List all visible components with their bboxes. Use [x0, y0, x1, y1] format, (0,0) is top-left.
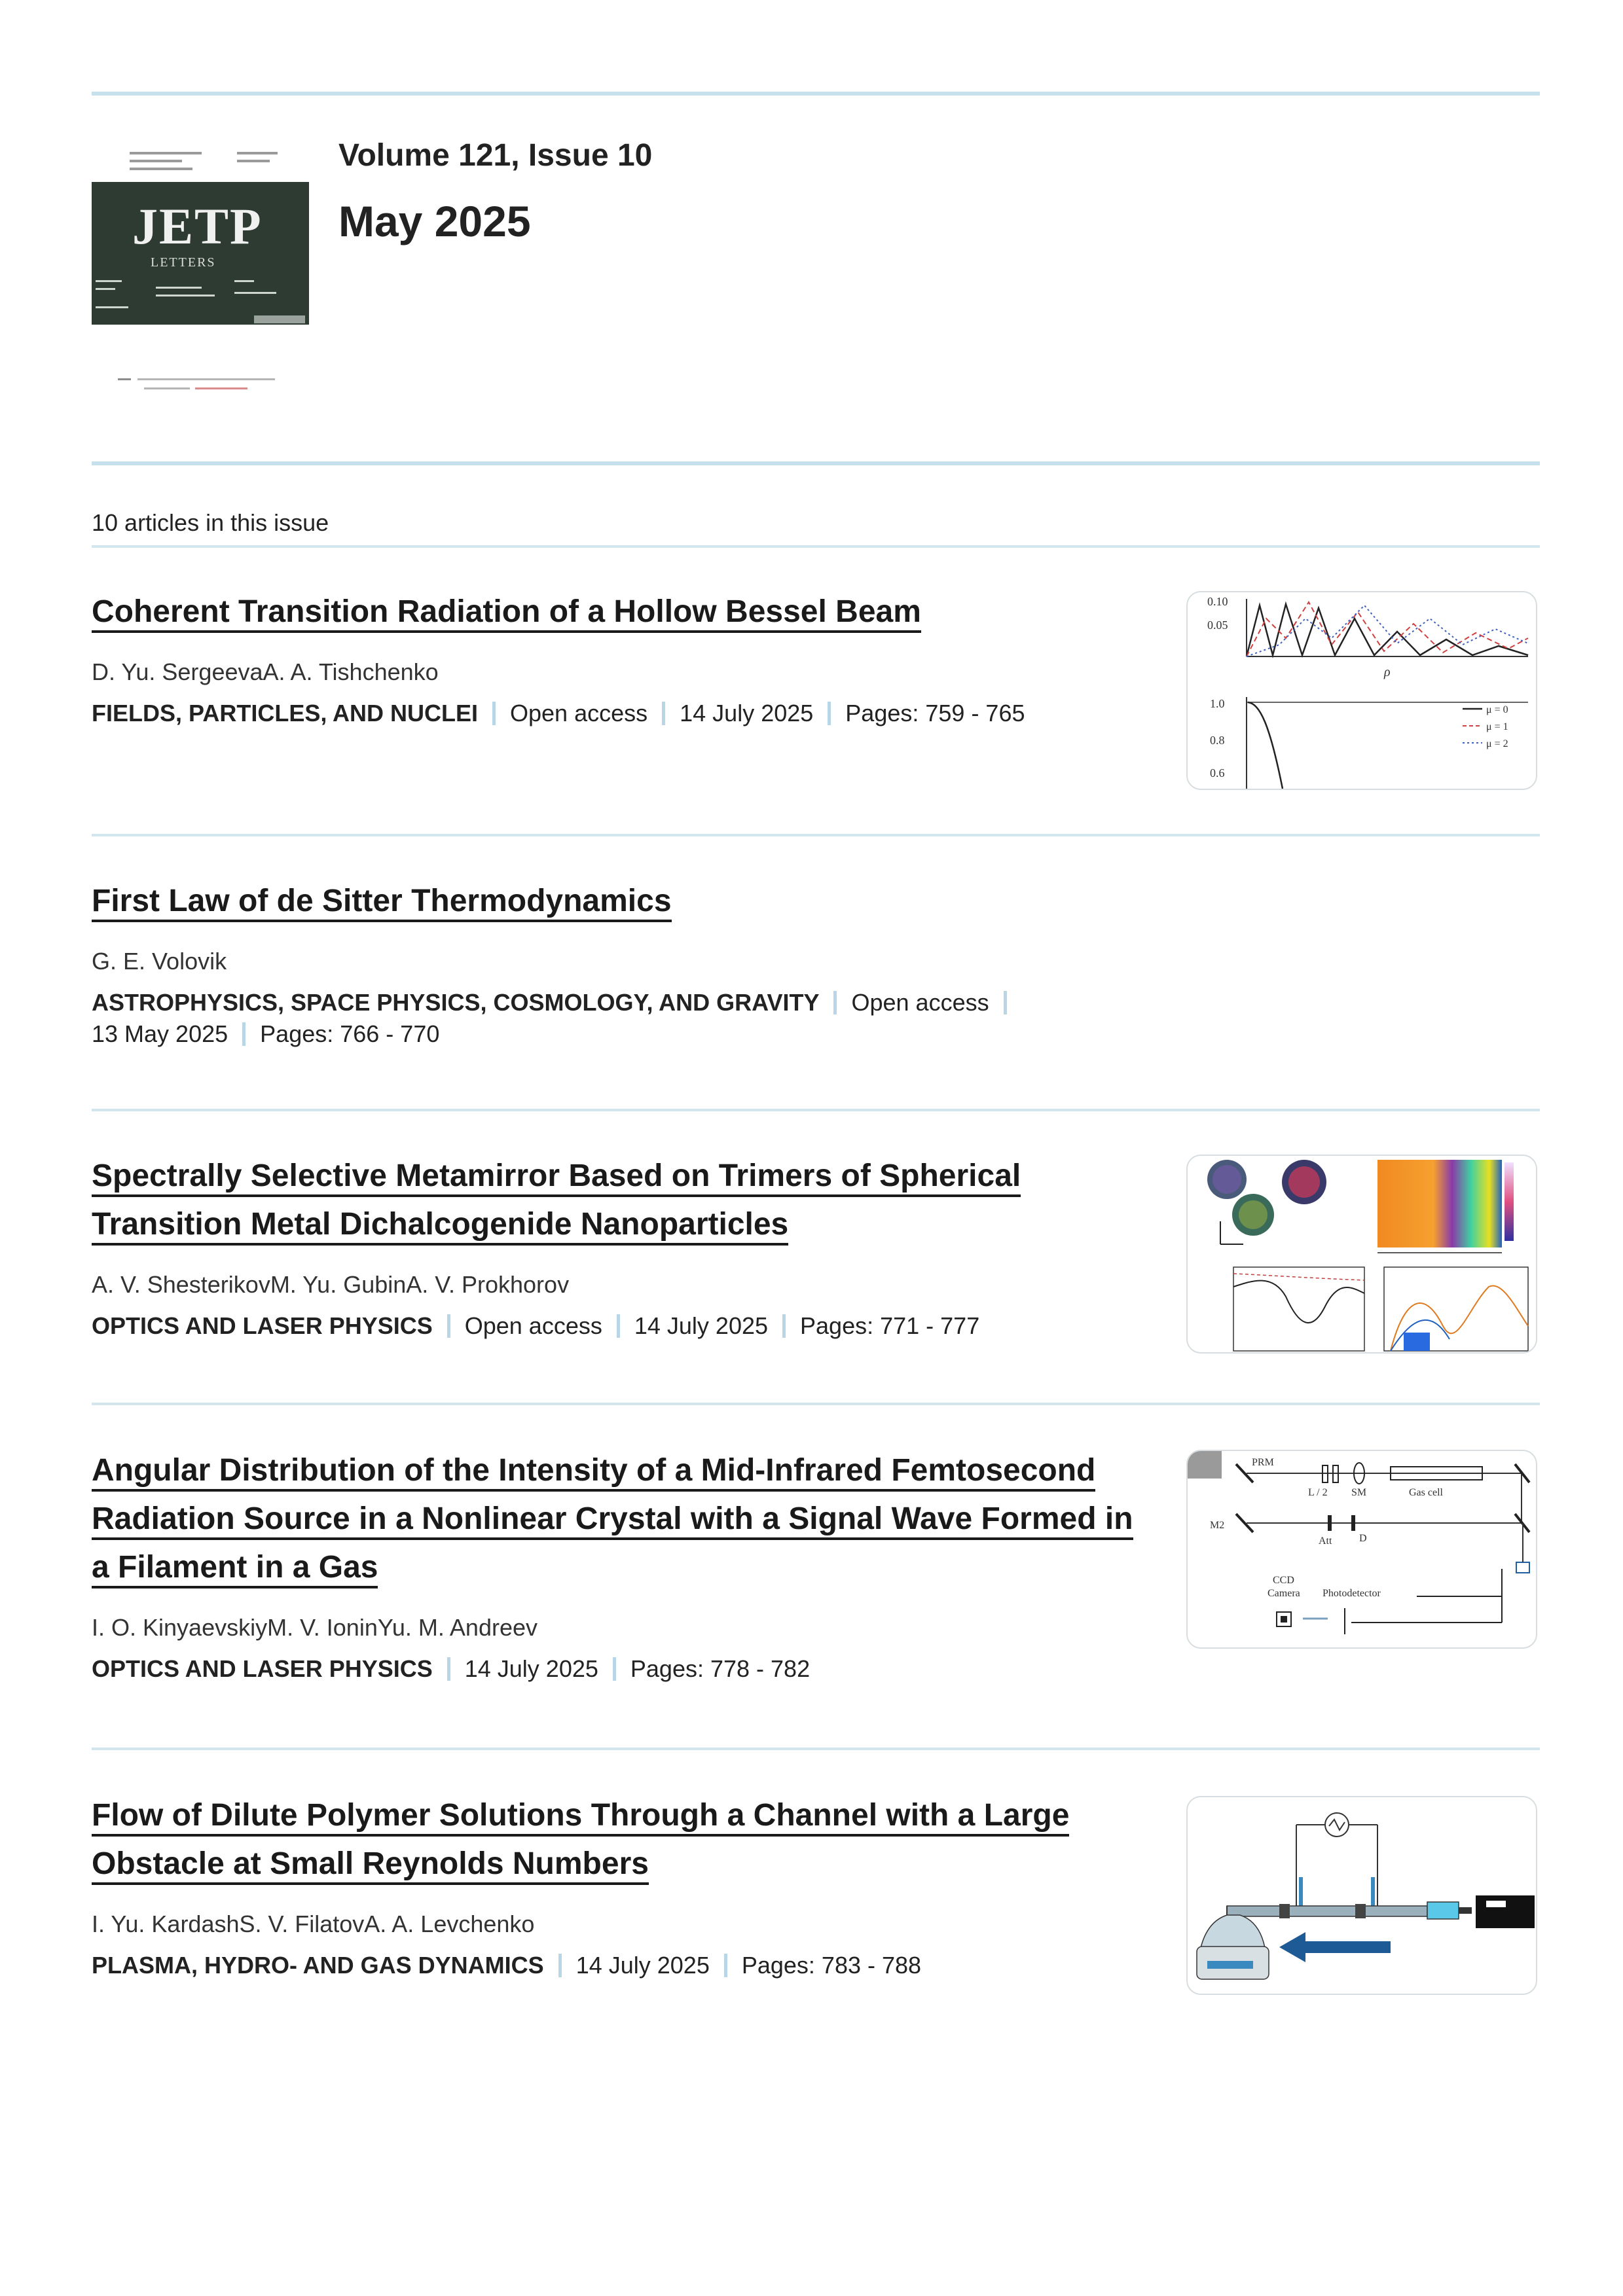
- article-thumbnail[interactable]: [1186, 1796, 1537, 1995]
- article-date: 14 July 2025: [464, 1655, 598, 1682]
- header-bottom-rule: [92, 461, 1540, 465]
- diagram-label: Gas cell: [1409, 1487, 1443, 1498]
- optical-setup-figure: [1188, 1451, 1536, 1647]
- article-authors: I. Yu. KardashS. V. FilatovA. A. Levchenko: [92, 1910, 535, 1937]
- article-meta: [92, 698, 1152, 729]
- top-rule: [92, 92, 1540, 96]
- diagram-label: Photodetector: [1322, 1588, 1381, 1599]
- tick-label: 1.0: [1210, 697, 1225, 710]
- article-meta: [92, 1653, 1152, 1685]
- open-access-label: Open access: [510, 700, 648, 726]
- article-meta: [92, 1950, 1152, 1981]
- diagram-label: Camera: [1267, 1588, 1300, 1599]
- tick-label: 0.05: [1207, 619, 1228, 632]
- bessel-plot-figure: [1188, 592, 1536, 789]
- separator: [447, 1657, 450, 1681]
- tick-label: 0.8: [1210, 734, 1225, 747]
- diagram-label: M2: [1210, 1520, 1225, 1531]
- article-pages: Pages: 766 - 770: [260, 1020, 440, 1047]
- separator: [558, 1954, 562, 1977]
- article-authors: D. Yu. SergeevaA. A. Tishchenko: [92, 658, 439, 685]
- article-section[interactable]: PLASMA, HYDRO- AND GAS DYNAMICS: [92, 1952, 544, 1979]
- cover-subtitle: LETTERS: [151, 255, 216, 270]
- article-divider: [92, 1403, 1540, 1405]
- journal-cover-image[interactable]: [92, 139, 309, 419]
- diagram-label: D: [1359, 1533, 1367, 1544]
- article-thumbnail[interactable]: [1186, 1450, 1537, 1649]
- article-title-link[interactable]: First Law of de Sitter Thermodynamics: [92, 884, 672, 922]
- diagram-label: PRM: [1252, 1457, 1274, 1468]
- separator: [617, 1314, 620, 1338]
- article-section[interactable]: FIELDS, PARTICLES, AND NUCLEI: [92, 700, 479, 726]
- article-date: 14 July 2025: [575, 1952, 710, 1979]
- article-pages: Pages: 783 - 788: [741, 1952, 922, 1979]
- separator: [833, 991, 837, 1014]
- article-meta: [92, 987, 1152, 1050]
- article-pages: Pages: 771 - 777: [800, 1312, 980, 1339]
- separator: [662, 702, 665, 725]
- cover-top-band: [92, 139, 309, 181]
- article-title-link[interactable]: Coherent Transition Radiation of a Hollow Bessel Beam: [92, 594, 921, 633]
- separator: [242, 1022, 246, 1046]
- volume-issue-label: Volume 121, Issue 10: [338, 138, 653, 173]
- legend-entry: μ = 1: [1486, 721, 1508, 732]
- diagram-label: Att: [1319, 1535, 1332, 1547]
- article-pages: Pages: 778 - 782: [630, 1655, 811, 1682]
- separator: [724, 1954, 727, 1977]
- article-divider: [92, 834, 1540, 836]
- article-thumbnail[interactable]: [1186, 1155, 1537, 1354]
- article-divider: [92, 1748, 1540, 1750]
- tick-label: 0.10: [1207, 595, 1228, 608]
- issue-date: May 2025: [338, 197, 531, 245]
- open-access-label: Open access: [464, 1312, 602, 1339]
- metamirror-figure: [1188, 1156, 1536, 1352]
- separator: [1004, 991, 1007, 1014]
- diagram-label: CCD: [1273, 1575, 1294, 1586]
- separator: [613, 1657, 616, 1681]
- article-authors: I. O. KinyaevskiyM. V. IoninYu. M. Andreev: [92, 1614, 538, 1641]
- diagram-label: L / 2: [1308, 1487, 1328, 1498]
- tick-label: 0.6: [1210, 766, 1225, 780]
- article-thumbnail[interactable]: [1186, 591, 1537, 790]
- article-date: 13 May 2025: [92, 1020, 228, 1047]
- article-title-link[interactable]: Flow of Dilute Polymer Solutions Through a Channel with a Large Obstacle at Small Reynolds Numbers: [92, 1798, 1069, 1885]
- polymer-flow-figure: [1188, 1797, 1536, 1994]
- article-item: [92, 877, 1540, 1050]
- cover-logo: JETP: [132, 198, 263, 255]
- separator: [828, 702, 831, 725]
- article-date: 14 July 2025: [680, 700, 814, 726]
- cover-dark-block: [92, 182, 309, 325]
- diagram-label: SM: [1351, 1487, 1367, 1498]
- axis-label: ρ: [1384, 665, 1391, 679]
- publisher-logo: [118, 374, 282, 394]
- article-authors: G. E. Volovik: [92, 948, 227, 975]
- article-section[interactable]: OPTICS AND LASER PHYSICS: [92, 1312, 433, 1339]
- article-pages: Pages: 759 - 765: [845, 700, 1025, 726]
- article-divider: [92, 1109, 1540, 1111]
- article-title-link[interactable]: Spectrally Selective Metamirror Based on Trimers of Spherical Transition Metal Dichalcogenide Nanoparticles: [92, 1158, 1021, 1246]
- legend-entry: μ = 2: [1486, 738, 1508, 749]
- article-section[interactable]: OPTICS AND LASER PHYSICS: [92, 1655, 433, 1682]
- count-rule: [92, 545, 1540, 548]
- separator: [782, 1314, 786, 1338]
- open-access-label: Open access: [851, 989, 989, 1016]
- article-section[interactable]: ASTROPHYSICS, SPACE PHYSICS, COSMOLOGY, AND GRAVITY: [92, 989, 820, 1016]
- article-date: 14 July 2025: [634, 1312, 769, 1339]
- legend-entry: μ = 0: [1486, 704, 1508, 715]
- separator: [447, 1314, 450, 1338]
- article-authors: A. V. ShesterikovM. Yu. GubinA. V. Prokhorov: [92, 1271, 570, 1298]
- article-meta: [92, 1310, 1152, 1342]
- separator: [492, 702, 496, 725]
- article-count: 10 articles in this issue: [92, 509, 329, 536]
- article-title-link[interactable]: Angular Distribution of the Intensity of a Mid-Infrared Femtosecond Radiation Source in a Nonlinear Crystal with a Signal Wave Formed in a Filament in a Gas: [92, 1453, 1133, 1588]
